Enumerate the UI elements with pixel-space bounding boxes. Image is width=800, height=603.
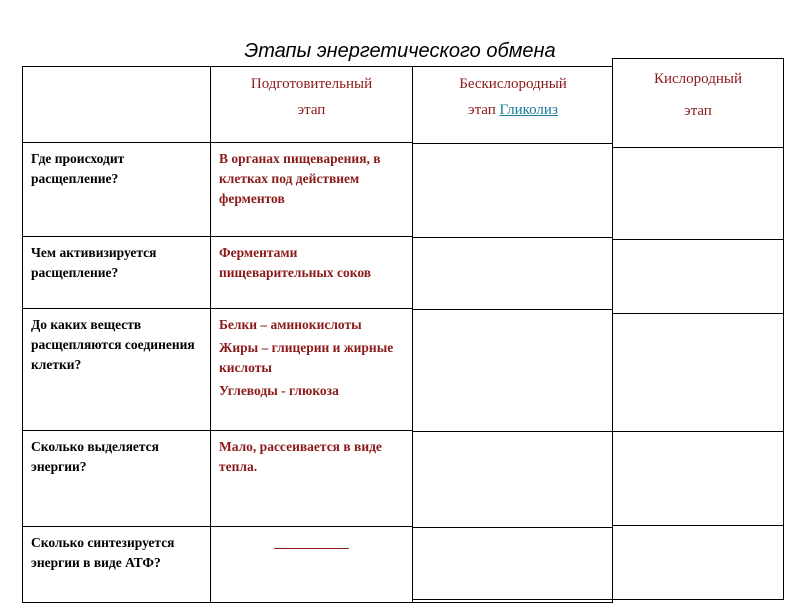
header-anaerobic: Бескислородный этап Гликолиз: [459, 76, 567, 118]
answer-proteins: Белки – аминокислоты: [219, 317, 362, 332]
question-atp: Сколько синтезируется энергии в виде АТФ?: [23, 527, 211, 603]
corner-cell: [23, 67, 211, 143]
header-aerobic: Кислородный этап: [653, 71, 742, 119]
header-preparatory: Подготовительный этап: [211, 67, 413, 143]
question-where: Где происходит расщепление?: [23, 143, 211, 237]
answer-atp: [211, 527, 413, 603]
answer-carbs: Углеводы - глюкоза: [219, 383, 339, 398]
question-activation: Чем активизируется расщепление?: [23, 237, 211, 309]
answer-where: В органах пищеварения, в клетках под действием ферментов: [211, 143, 413, 237]
aerobic-column: [612, 58, 784, 600]
page-title: Этапы энергетического обмена: [244, 40, 556, 62]
anaerobic-column: [412, 66, 614, 600]
blank-line: ___________: [274, 535, 349, 550]
glycolysis-link[interactable]: Гликолиз: [499, 102, 558, 118]
answer-activation: Ферментами пищеварительных соков: [211, 237, 413, 309]
answer-substances: [211, 309, 413, 431]
answer-energy: Мало, рассеивается в виде тепла.: [211, 431, 413, 527]
answer-fats: Жиры – глицерин и жирные кислоты: [219, 340, 394, 375]
question-substances: До каких веществ расщепляются соединения клетки?: [23, 309, 211, 431]
question-energy: Сколько выделяется энергии?: [23, 431, 211, 527]
